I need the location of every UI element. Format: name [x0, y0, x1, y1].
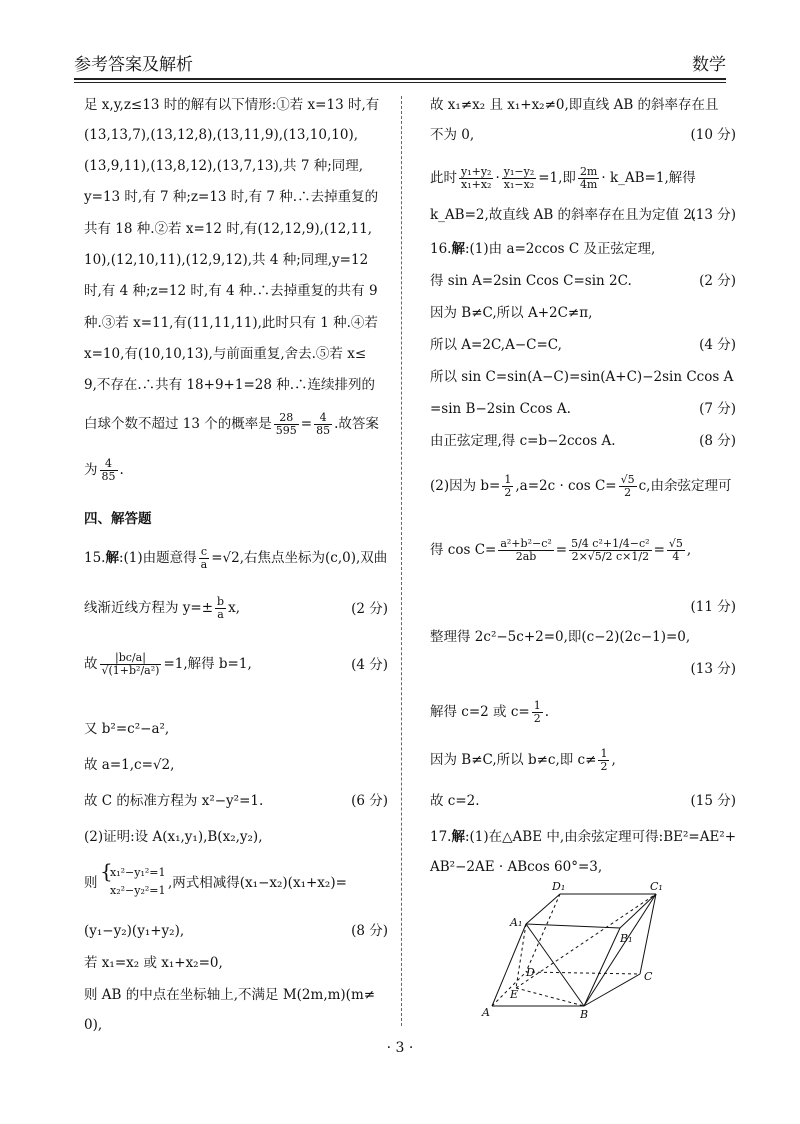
fraction: $\frac{28}{595}$ — [275, 411, 297, 437]
label-A1: A₁ — [510, 916, 523, 929]
text-line: x=10,有(10,10,13),与前面重复,舍去.⑤若 x≤ — [84, 346, 367, 362]
answer-line: 为 $\frac{4}{85}$ . — [84, 457, 124, 483]
line-EB — [516, 988, 584, 1006]
text-line: (13,13,7),(13,12,8),(13,11,9),(13,10,10), — [84, 127, 359, 143]
text-line: 9,不存在.∴共有 18+9+1=28 种.∴连续排列的 — [84, 377, 376, 393]
q15-line12: 0), — [84, 1017, 103, 1033]
text-line: 10),(12,10,11),(12,9,12),共 4 种;同理,y=12 — [84, 252, 369, 268]
label-C: C — [644, 970, 653, 983]
brace: { — [100, 859, 113, 883]
header-title: 参考答案及解析 — [74, 55, 193, 75]
q15-line6: 故 C 的标准方程为 x²−y²=1. (6 分) — [84, 793, 388, 809]
q17-line1: 17.解:(1)在△ABE 中,由余弦定理可得:BE²=AE²+ — [430, 829, 737, 845]
score-points: (8 分) — [351, 923, 388, 939]
q16-line14: 因为 B≠C,所以 b≠c,即 c≠ $\frac{1}{2}$ , — [430, 747, 616, 773]
fraction: $\frac{|bc/a|}{\text{√(1+b²/a²)}}$ — [101, 651, 160, 677]
q15-line5: 故 a=1,c=√2, — [84, 757, 175, 773]
q15-line2: 线渐近线方程为 y=± $\frac{b}{a}$ x, (2 分) — [84, 595, 388, 621]
text-line: (13,9,11),(13,8,12),(13,7,13),共 7 种;同理, — [84, 158, 364, 174]
label-D: D — [526, 966, 535, 979]
q16-line15: 故 c=2. (15 分) — [430, 793, 736, 809]
edge-DD1 — [526, 894, 560, 972]
q16-line5: 所以 sin C=sin(A−C)=sin(A+C)−2sin Ccos A — [430, 369, 734, 385]
label-A: A — [482, 1006, 490, 1019]
score-points: (13 分) — [690, 207, 736, 223]
q15-line9: (y₁−y₂)(y₁+y₂), (8 分) — [84, 923, 388, 939]
q16-line11: 整理得 2c²−5c+2=0,即(c−2)(2c−1)=0, — [430, 629, 691, 645]
edge-BB1 — [584, 928, 620, 1006]
page-number: · 3 · — [386, 1040, 414, 1056]
q15-line1: 15.解:(1)由题意得 $\frac{c}{a}$ =√2,右焦点坐标为(c,0),双曲 — [84, 545, 388, 571]
page-header — [74, 46, 726, 76]
label-C1: C₁ — [650, 880, 663, 893]
text-line: 共有 18 种.②若 x=12 时,有(12,12,9),(12,11, — [84, 221, 373, 237]
fraction: $\frac{4}{85}$ — [101, 457, 116, 483]
prism-figure — [480, 880, 680, 1020]
q15-line7: (2)证明:设 A(x₁,y₁),B(x₂,y₂), — [84, 829, 263, 845]
q15-line8: 则 { x₁²−y₁²=1 x₂²−y₂²=1 ,两式相减得(x₁−x₂)(x₁+x₂)= — [84, 859, 347, 897]
fraction: $\frac{b}{a}$ — [217, 595, 225, 621]
line-A1B — [526, 924, 584, 1006]
q15-line11: 则 AB 的中点在坐标轴上,不满足 M(2m,m)(m≠ — [84, 987, 376, 1003]
text-line: 此时 $\frac{\text{y₁+y₂}}{\text{x₁+x₂}}$ · $\frac{\text{y₁−y₂}}{\text{x₁−x₂}}$ =1,即 $\frac{2m}{4m}$ · k_AB=1,解得 — [430, 165, 696, 191]
edge-A1D1 — [526, 894, 560, 924]
line-A1E — [516, 924, 526, 988]
q15-line4: 又 b²=c²−a², — [84, 721, 170, 737]
q16-line4: 所以 A=2C,A−C=C, (4 分) — [430, 337, 736, 353]
q15-line3: 故 $\frac{|bc/a|}{\text{√(1+b²/a²)}}$ =1,解得 b=1, (4 分) — [84, 651, 388, 677]
q15-line10: 若 x₁=x₂ 或 x₁+x₂=0, — [84, 955, 223, 971]
text-line: 足 x,y,z≤13 时的解有以下情形:①若 x=13 时,有 — [84, 97, 380, 113]
label-D1: D₁ — [552, 880, 566, 893]
fraction: $\frac{4}{85}$ — [316, 411, 331, 437]
header-rule-thick — [74, 78, 726, 80]
text-line: 不为 0, (10 分) — [430, 127, 736, 143]
score-points: (6 分) — [351, 793, 388, 809]
text-line: k_AB=2,故直线 AB 的斜率存在且为定值 2. (13 分) — [430, 207, 736, 223]
q16-line1: 16.解:(1)由 a=2ccos C 及正弦定理, — [430, 241, 656, 257]
q16-line9: 得 cos C= $\frac{\text{a²+b²−c²}}{2ab}$ = $\frac{\text{5/4 c²+1/4−c²}}{2\times√5/2 c\times 1/2}$ = $\frac{√5}{4}$ , — [430, 537, 692, 563]
edge-BC — [584, 974, 640, 1006]
fraction: $\frac{c}{a}$ — [200, 545, 208, 571]
section-heading: 四、解答题 — [84, 511, 152, 527]
q16-line6: =sin B−2sin Ccos A. (7 分) — [430, 401, 736, 417]
q16-line8: (2)因为 b= $\frac{1}{2}$ ,a=2c · cos C= $\frac{√5}{2}$ c,由余弦定理可 — [430, 473, 732, 499]
label-E: E — [510, 988, 519, 1001]
score-points: (4 分) — [351, 657, 388, 673]
score-points: (2 分) — [351, 601, 388, 617]
text-line: 时,有 4 种;z=12 时,有 4 种.∴去掉重复的共有 9 — [84, 283, 378, 299]
edge-DC — [526, 972, 640, 974]
q16-line13: 解得 c=2 或 c= $\frac{1}{2}$ . — [430, 699, 550, 725]
edge-AA1 — [492, 924, 526, 1006]
text-line: 故 x₁≠x₂ 且 x₁+x₂≠0,即直线 AB 的斜率存在且 — [430, 97, 719, 113]
q16-line2: 得 sin A=2sin Ccos C=sin 2C. (2 分) — [430, 273, 736, 289]
q17-line2: AB²−2AE · ABcos 60°=3, — [430, 859, 603, 875]
probability-line: 白球个数不超过 13 个的概率是 $\frac{28}{595}$ = $\frac{4}{85}$ .故答案 — [84, 411, 379, 437]
header-rule-thin — [74, 82, 726, 83]
text-line: 种.③若 x=11,有(11,11,11),此时只有 1 种.④若 — [84, 315, 378, 331]
q16-line7: 由正弦定理,得 c=b−2ccos A. (8 分) — [430, 433, 736, 449]
label-B1: B₁ — [620, 932, 633, 945]
q16-line3: 因为 B≠C,所以 A+2C≠π, — [430, 305, 593, 321]
column-divider — [401, 96, 402, 1026]
score-points: (10 分) — [690, 127, 736, 143]
text-span: 白球个数不超过 13 个的概率是 — [84, 416, 272, 432]
text-line: y=13 时,有 7 种;z=13 时,有 7 种.∴去掉重复的 — [84, 189, 379, 205]
label-B: B — [580, 1008, 589, 1020]
header-subject: 数学 — [692, 55, 726, 75]
edge-AD — [492, 972, 526, 1006]
